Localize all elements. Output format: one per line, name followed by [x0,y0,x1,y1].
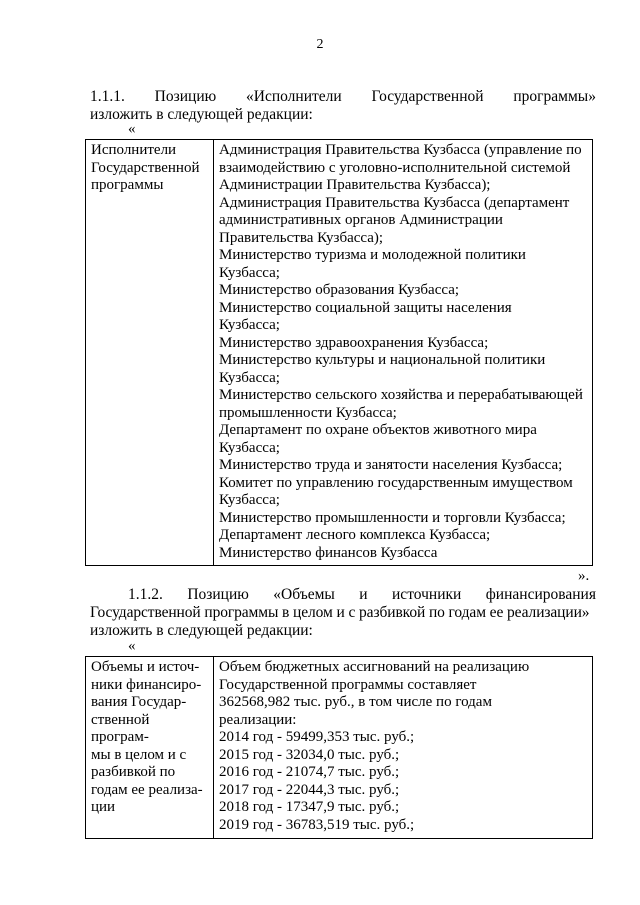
label-line: мы в целом и с [91,746,187,763]
heading-word: 1.1.1. [90,88,125,105]
section1-heading [90,88,596,124]
heading-word: Государственной [371,88,484,105]
section1-heading-line1 [90,88,596,106]
list-item: Кузбасса; [219,264,280,281]
list-item: Кузбасса; [219,317,280,333]
list-item: Министерство культуры и национальной политики [219,352,546,368]
heading-word: и [359,586,368,603]
section1-heading-line2: изложить в следующей редакции: [90,106,313,123]
list-item: Министерство образования Кузбасса; [219,282,460,298]
list-item: Объем бюджетных ассигнований на реализацию [219,659,530,675]
list-item: 2017 год - 22044,3 тыс. руб.; [219,781,400,798]
list-item: Министерство сельского хозяйства и перерабатывающей [219,387,583,403]
label-line: Исполнители [91,142,177,158]
heading-word: программы» [513,88,596,105]
label-line: Объемы и источ- [91,659,200,675]
executors-list-cell [214,140,593,566]
list-item: административных органов Администрации [219,212,503,228]
list-item: 2015 год - 32034,0 тыс. руб.; [219,746,400,763]
list-item: Министерство здравоохранения Кузбасса; [219,334,489,351]
list-item: Департамент лесного комплекса Кузбасса; [219,527,491,543]
funding-label-cell [86,657,214,839]
list-item: Администрации Правительства Кузбасса); [219,177,491,193]
heading-word: «Объемы [273,586,335,603]
section2-heading-line2: Государственной программы в целом и с разбивкой по годам ее реализации» [90,604,590,621]
list-item: промышленности Кузбасса; [219,404,397,421]
list-item: Администрация Правительства Кузбасса (управление по [219,142,582,158]
list-item: взаимодействию с уголовно-исполнительной системой [219,159,571,176]
list-item: Администрация Правительства Кузбасса (департамент [219,194,570,211]
list-item: Министерство труда и занятости населения Кузбасса; [219,457,563,473]
list-item: Кузбасса; [219,369,280,386]
table-row [86,140,593,566]
list-item: 2018 год - 17347,9 тыс. руб.; [219,799,400,815]
executors-label-cell [86,140,214,566]
heading-word: «Исполнители [246,88,342,105]
list-item: Министерство финансов Кузбасса [219,544,438,561]
label-line: вания Государ- [91,694,187,710]
page-number: 2 [316,37,324,52]
section2-heading-line1 [90,586,596,604]
funding-details-cell [214,657,593,839]
label-line: ники финансиро- [91,676,202,693]
heading-word: финансирования [485,586,596,603]
list-item: 2014 год - 59499,353 тыс. руб.; [219,729,415,745]
table-row [86,657,593,839]
list-item: Кузбасса; [219,492,280,508]
list-item: Министерство социальной защиты населения [219,299,512,316]
list-item: 2016 год - 21074,7 тыс. руб.; [219,764,400,780]
heading-word: 1.1.2. [128,586,163,603]
list-item: Министерство промышленности и торговли Кузбасса; [219,509,566,526]
list-item: Министерство туризма и молодежной политики [219,247,526,263]
list-item: 362568,982 тыс. руб., в том числе по годам [219,694,492,710]
list-item: Правительства Кузбасса); [219,229,384,246]
label-line: ции [91,799,116,815]
section1-open-quote: « [128,121,136,137]
list-item: Кузбасса; [219,439,280,456]
label-line: Государственной [91,159,200,176]
list-item: Комитет по управлению государственным имуществом [219,474,573,491]
list-item: 2019 год - 36783,519 тыс. руб.; [219,816,415,833]
heading-word: Позицию [154,88,217,105]
label-line: ственной програм- [91,711,150,745]
section2-open-quote: « [128,638,136,654]
section2-heading [90,586,596,640]
section2-heading-line3: изложить в следующей редакции: [90,622,313,639]
heading-word: источники [392,586,462,603]
heading-word: Позицию [187,586,249,603]
funding-table [85,656,593,839]
label-line: разбивкой по [91,764,176,780]
list-item: Департамент по охране объектов животного мира [219,422,537,438]
label-line: программы [91,177,164,193]
section1-close-quote: ». [578,568,590,584]
label-line: годам ее реализа- [91,781,203,798]
list-item: Государственной программы составляет [219,676,477,693]
executors-table [85,139,593,566]
list-item: реализации: [219,711,297,728]
